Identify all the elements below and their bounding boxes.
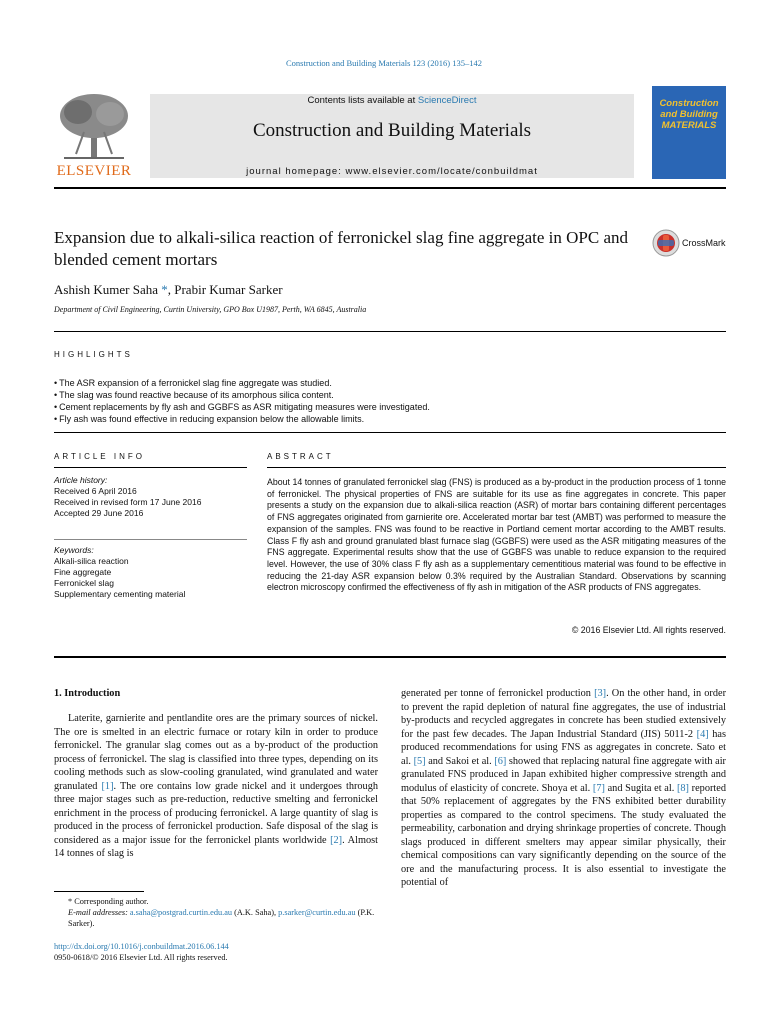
highlights-list bbox=[54, 377, 726, 425]
email-link[interactable]: p.sarker@curtin.edu.au bbox=[278, 908, 356, 917]
reference-link[interactable]: [3] bbox=[594, 688, 607, 699]
keywords bbox=[54, 545, 247, 600]
body-column-left bbox=[54, 712, 378, 861]
journal-title: Construction and Building Materials bbox=[252, 120, 532, 141]
body-column-right bbox=[401, 687, 726, 890]
author-name[interactable]: Ashish Kumer Saha bbox=[54, 282, 158, 297]
divider bbox=[54, 467, 247, 468]
text: . On the other hand, in order to prevent the rapid depletion of natural fine aggregates, the use of industrial by-products and recycled aggregates in concrete has been studied extensively for the past few decades. The Japan Industrial Standard (JIS) 5011-2 bbox=[401, 688, 726, 740]
divider bbox=[54, 432, 726, 433]
email-note bbox=[54, 907, 380, 929]
text: Laterite, garnierite and pentlandite ores are the primary sources of nickel. The ore is smelted in an electric furnace or rotary kiln in order to produce ferronickel. The granular slag comes out as a by-product of the production process of ferronickel. The slag is classified into three types, depending on its cooling methods such as slow-cooling granulated, wind granulated and water granulated bbox=[54, 713, 378, 792]
paragraph bbox=[54, 712, 378, 861]
email-owner: (P.K. Sarker). bbox=[68, 908, 375, 928]
history-entry: Received in revised form 17 June 2016 bbox=[54, 497, 202, 507]
reference-link[interactable]: [8] bbox=[676, 782, 689, 794]
divider bbox=[54, 656, 726, 658]
article-history bbox=[54, 475, 247, 519]
keywords-label: Keywords: bbox=[54, 545, 94, 555]
text: reported that 50% replacement of aggregates by the FNS exhibited better durability properties as compared to the control specimens. The study evaluated the permeability, carbonation and drying shrinkage properties of concrete. Though slags produced in different smelters may appear similar physically, their chemical compositions can vary significantly depending on the source of the ore and the manufacturing process. It is also essential to investigate the potential of bbox=[401, 782, 726, 888]
contents-prefix: Contents lists available at bbox=[307, 95, 418, 106]
list-item: • Fly ash was found effective in reducing expansion below the allowable limits. bbox=[54, 413, 726, 425]
affiliation: Department of Civil Engineering, Curtin University, GPO Box U1987, Perth, WA 6845, Australia bbox=[54, 305, 367, 314]
history-label: Article history: bbox=[54, 475, 108, 485]
history-entry: Received 6 April 2016 bbox=[54, 486, 137, 496]
text: and Sugita et al. bbox=[604, 782, 677, 794]
list-item: • The ASR expansion of a ferronickel slag fine aggregate was studied. bbox=[54, 377, 726, 389]
corresponding-note bbox=[54, 896, 380, 907]
reference-link[interactable]: [6] bbox=[494, 755, 507, 767]
divider bbox=[54, 331, 726, 332]
email-label: E-mail addresses: bbox=[68, 908, 128, 917]
text: and Sakoi et al. bbox=[425, 755, 495, 767]
list-item: • Cement replacements by fly ash and GGBFS as ASR mitigating measures were investigated. bbox=[54, 401, 726, 413]
email-link[interactable]: a.saha@postgrad.curtin.edu.au bbox=[129, 908, 233, 917]
text: . The ore contains low grade nickel and it undergoes through three major stages such as pre-reduction, reductive smelting and ferronickel enrichment in the process of producing ferronickel. A large quantity of slag is produced in the process of ferronickel production. Safe disposal of the slag is considered as a major issue for the ferronickel plants worldwide bbox=[54, 780, 378, 846]
author-separator: , bbox=[167, 282, 175, 297]
crossmark-icon[interactable] bbox=[652, 229, 680, 257]
divider bbox=[267, 467, 726, 468]
article-title: Expansion due to alkali-silica reaction of ferronickel slag fine aggregate in OPC and blended cement mortars bbox=[54, 228, 629, 269]
header-divider bbox=[54, 187, 726, 189]
divider bbox=[54, 539, 247, 540]
cover-line: MATERIALS bbox=[661, 120, 717, 131]
keyword: Supplementary cementing material bbox=[54, 589, 186, 599]
abstract-text: About 14 tonnes of granulated ferronickel slag (FNS) is produced as a by-product in the production process of 1 tonne of ferronickel. The physical properties of FNS are suitable for its use as fine aggregates in concrete. This paper presents a study on the expansion due to alkali-silica reaction (ASR) of mortar bars containing different percentages of FNS aggregates originated from garnierite ore. Accelerated mortar bar test (AMBT) was performed to measure the expansion of the samples. FNS was found to be reactive in Portland cement mortar according to the AMBT results. Class F fly ash and ground granulated blast furnace slag (GGBFS) were used as the ASR mitigating measures of the FNS aggregate. Experimental results show that the use of GGBFS was unable to reduce expansion to the required level. However, the use of 30% class F fly ash as a supplementary cementitious material was found to be effective in reducing the 21-day ASR expansion below 0.3% required by the Australian Standard. Observations by scanning electron microscopy confirmed the effectiveness of fly ash in mitigation of the ASR products of FNS aggregates. bbox=[267, 477, 726, 593]
article-info-heading: ARTICLE INFO bbox=[54, 452, 145, 461]
list-item: • The slag was found reactive because of its amorphous silica content. bbox=[54, 389, 726, 401]
journal-citation[interactable]: Construction and Building Materials 123 (2016) 135–142 bbox=[286, 58, 482, 68]
doi-link[interactable] bbox=[54, 941, 394, 952]
journal-homepage[interactable]: journal homepage: www.elsevier.com/locate/conbuildmat bbox=[246, 166, 538, 177]
text: . Almost 14 tonnes of slag is bbox=[54, 834, 378, 859]
highlights-heading: HIGHLIGHTS bbox=[54, 350, 133, 359]
keyword: Ferronickel slag bbox=[54, 578, 114, 588]
author-list bbox=[54, 282, 283, 298]
text: generated per tonne of ferronickel production bbox=[401, 688, 595, 699]
crossmark-label[interactable]: CrossMark bbox=[682, 238, 726, 248]
footnotes bbox=[54, 896, 380, 929]
history-entry: Accepted 29 June 2016 bbox=[54, 508, 144, 518]
reference-link[interactable]: [7] bbox=[592, 782, 605, 794]
reference-link[interactable]: [2] bbox=[330, 834, 343, 846]
keyword: Alkali-silica reaction bbox=[54, 556, 129, 566]
journal-cover-title bbox=[652, 98, 726, 131]
footnote-divider bbox=[54, 891, 144, 892]
abstract-heading: ABSTRACT bbox=[267, 452, 334, 461]
keyword: Fine aggregate bbox=[54, 567, 112, 577]
doi-text[interactable]: http://dx.doi.org/10.1016/j.conbuildmat.2016.06.144 bbox=[54, 942, 229, 951]
cover-line: and Building bbox=[660, 109, 718, 120]
sciencedirect-link[interactable]: ScienceDirect bbox=[417, 95, 477, 106]
footnote-mark: * bbox=[68, 897, 73, 906]
reference-link[interactable]: [1] bbox=[101, 780, 114, 792]
section-heading: 1. Introduction bbox=[54, 688, 121, 699]
reference-link[interactable]: [4] bbox=[696, 728, 709, 740]
abstract-copyright: © 2016 Elsevier Ltd. All rights reserved. bbox=[571, 625, 726, 635]
paragraph bbox=[401, 687, 726, 890]
text: showed that replacing natural fine aggregate with air granulated FNS produced in Japan exhibited higher compressive strength and modulus of elasticity of concrete. Shoya et al. bbox=[401, 755, 726, 794]
issn-line: 0950-0618/© 2016 Elsevier Ltd. All rights reserved. bbox=[54, 953, 228, 962]
corresponding-author-mark[interactable]: * bbox=[158, 282, 168, 297]
reference-link[interactable]: [5] bbox=[413, 755, 426, 767]
contents-line bbox=[150, 95, 634, 106]
elsevier-wordmark: ELSEVIER bbox=[56, 163, 132, 179]
email-owner: (A.K. Saha), bbox=[232, 908, 279, 917]
author-name[interactable]: Prabir Kumar Sarker bbox=[174, 282, 283, 297]
text: has produced recommendations for using FNS as aggregates in concrete. Sato et al. bbox=[401, 728, 726, 767]
corresponding-text: Corresponding author. bbox=[74, 897, 149, 906]
cover-line: Construction bbox=[659, 98, 719, 109]
